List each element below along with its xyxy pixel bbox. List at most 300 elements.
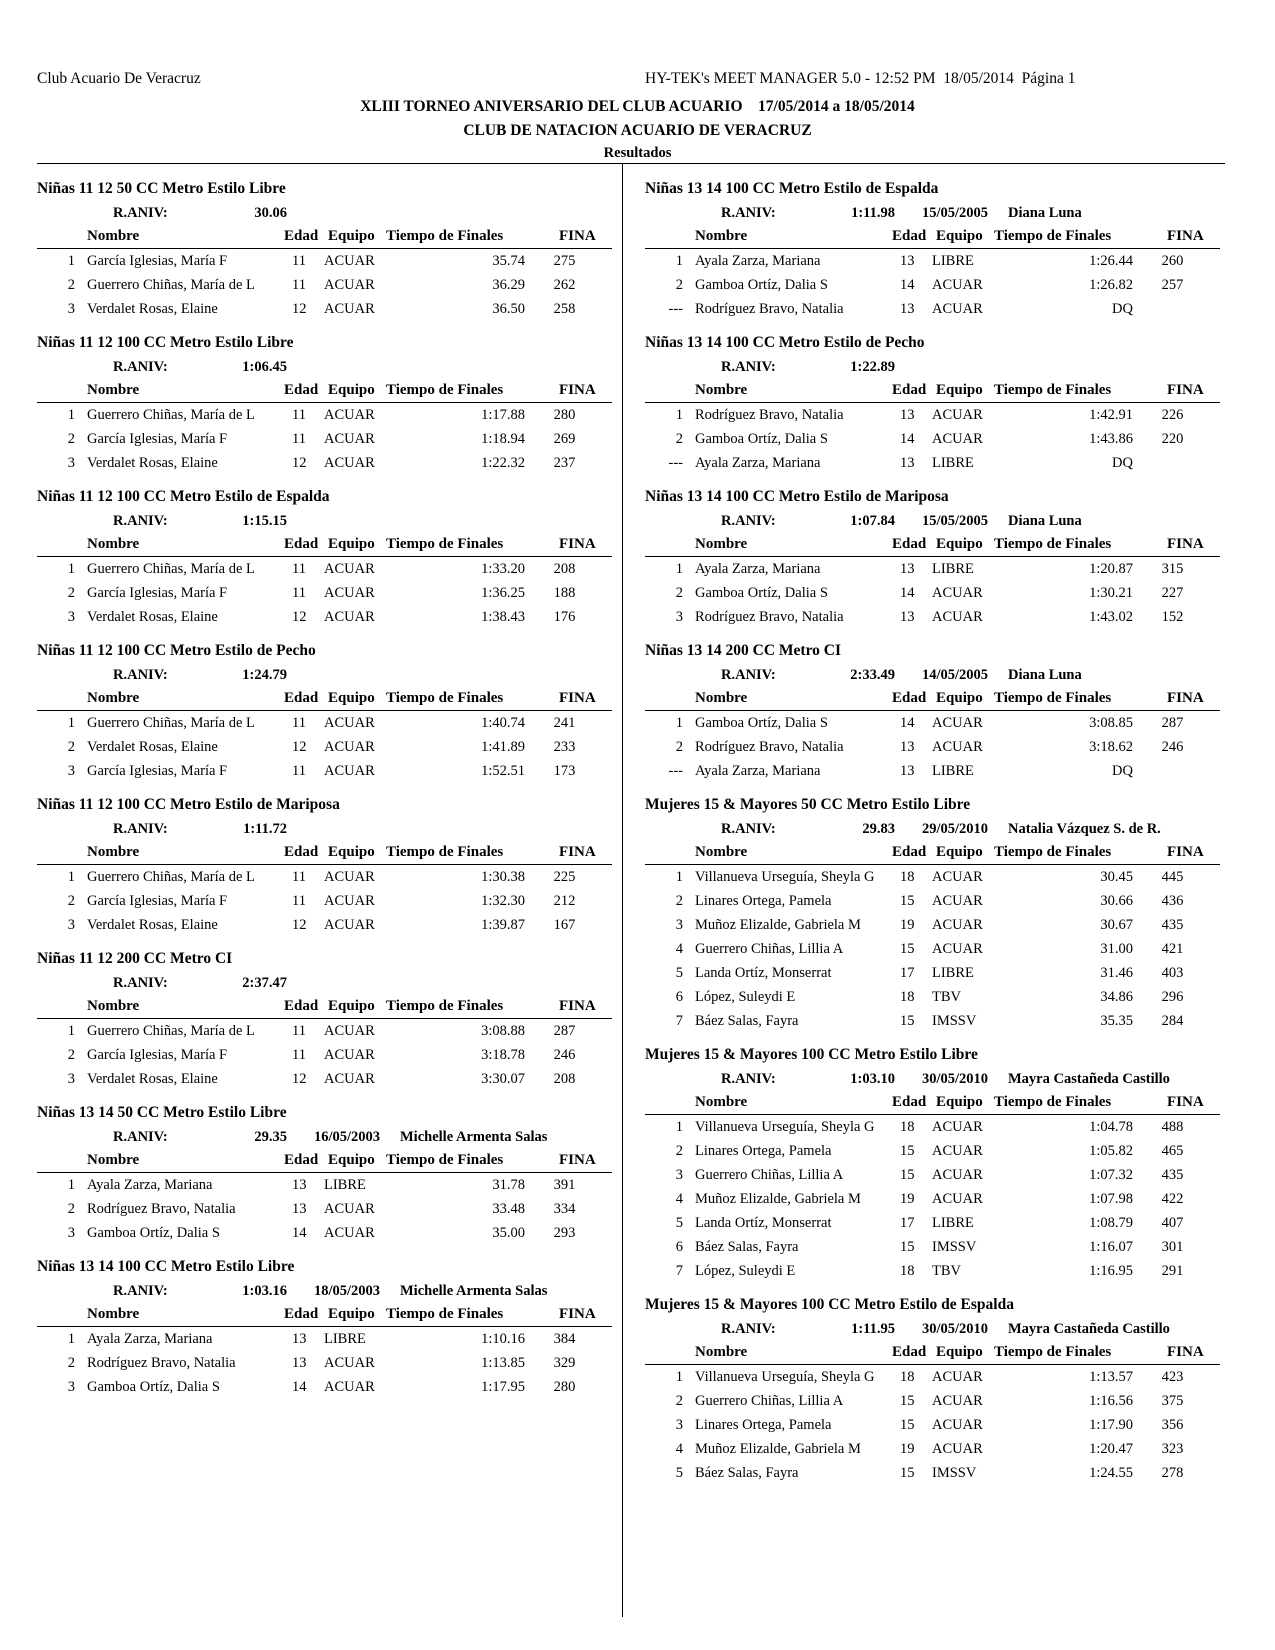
result-row [645, 937, 1220, 961]
event-title: Niñas 13 14 100 CC Metro Estilo de Pecho [645, 334, 925, 351]
header-name: Nombre [87, 228, 140, 244]
record-date: 15/05/2005 [922, 205, 989, 221]
team: ACUAR [324, 1047, 375, 1063]
team: LIBRE [324, 1177, 366, 1193]
team: ACUAR [324, 1379, 375, 1395]
fina-points: 287 [1161, 715, 1184, 731]
event-title: Niñas 13 14 100 CC Metro Estilo de Espalda [645, 180, 939, 197]
header-name: Nombre [695, 844, 748, 860]
swimmer-name: Villanueva Urseguía, Sheyla G [695, 1119, 875, 1135]
header-name: Nombre [695, 690, 748, 706]
swimmer-name: Rodríguez Bravo, Natalia [695, 301, 844, 317]
age: 15 [900, 1143, 915, 1159]
record-line [645, 1067, 1220, 1091]
record-time: 1:24.79 [242, 667, 287, 683]
swimmer-name: Báez Salas, Fayra [695, 1239, 799, 1255]
final-time: 36.29 [492, 277, 525, 293]
place: 3 [67, 301, 75, 317]
record-time: 1:03.16 [242, 1283, 287, 1299]
event-spacer [37, 321, 612, 331]
age: 13 [900, 561, 915, 577]
record-date: 30/05/2010 [922, 1321, 989, 1337]
header-age: Edad [892, 382, 927, 398]
team: ACUAR [932, 277, 983, 293]
result-row [37, 759, 612, 783]
result-row [37, 273, 612, 297]
final-time: 1:26.44 [1089, 253, 1133, 269]
final-time: 1:17.90 [1089, 1417, 1133, 1433]
header-time: Tiempo de Finales [994, 536, 1112, 552]
result-row [37, 1019, 612, 1043]
result-row [37, 427, 612, 451]
header-rule [37, 163, 1225, 164]
age: 11 [292, 893, 306, 909]
place: 1 [67, 561, 75, 577]
place: 3 [675, 1417, 683, 1433]
place: 2 [67, 431, 75, 447]
final-time: DQ [1112, 455, 1133, 471]
team: ACUAR [932, 917, 983, 933]
final-time: 1:20.47 [1089, 1441, 1133, 1457]
column-header [645, 841, 1220, 865]
place: 5 [675, 965, 683, 981]
fina-points: 435 [1161, 1167, 1184, 1183]
header-team: Equipo [328, 998, 375, 1014]
column-header [37, 687, 612, 711]
fina-points: 423 [1161, 1369, 1184, 1385]
final-time: 1:40.74 [481, 715, 525, 731]
age: 11 [292, 1047, 306, 1063]
event-spacer [37, 783, 612, 793]
record-holder: Natalia Vázquez S. de R. [1008, 821, 1161, 837]
swimmer-name: Linares Ortega, Pamela [695, 1417, 832, 1433]
age: 12 [292, 455, 307, 471]
record-time: 1:03.10 [850, 1071, 895, 1087]
header-fina: FINA [559, 536, 596, 552]
event-block [37, 793, 612, 947]
header-time: Tiempo de Finales [386, 382, 504, 398]
header-team: Equipo [936, 1344, 983, 1360]
team: ACUAR [324, 917, 375, 933]
result-row [645, 985, 1220, 1009]
header-team: Equipo [936, 228, 983, 244]
swimmer-name: Ayala Zarza, Mariana [695, 455, 821, 471]
column-header [645, 1091, 1220, 1115]
final-time: 1:13.85 [481, 1355, 525, 1371]
event-title: Mujeres 15 & Mayores 100 CC Metro Estilo de Espalda [645, 1296, 1014, 1313]
age: 18 [900, 1369, 915, 1385]
age: 13 [292, 1201, 307, 1217]
header-fina: FINA [1167, 228, 1204, 244]
result-row [37, 711, 612, 735]
event-spacer [645, 1033, 1220, 1043]
header-fina: FINA [559, 690, 596, 706]
age: 12 [292, 739, 307, 755]
result-row [645, 961, 1220, 985]
record-label: R.ANIV: [721, 205, 776, 221]
header-time: Tiempo de Finales [994, 844, 1112, 860]
header-age: Edad [284, 844, 319, 860]
header-time: Tiempo de Finales [386, 1152, 504, 1168]
place: 1 [67, 407, 75, 423]
place: 1 [675, 715, 683, 731]
swimmer-name: Linares Ortega, Pamela [695, 1143, 832, 1159]
final-time: 1:30.38 [481, 869, 525, 885]
swimmer-name: Verdalet Rosas, Elaine [87, 739, 218, 755]
age: 18 [900, 1263, 915, 1279]
team: ACUAR [932, 1369, 983, 1385]
record-line [645, 355, 1220, 379]
fina-points: 241 [553, 715, 576, 731]
fina-points: 291 [1161, 1263, 1184, 1279]
age: 12 [292, 1071, 307, 1087]
age: 14 [292, 1225, 307, 1241]
header-name: Nombre [695, 382, 748, 398]
header-age: Edad [892, 844, 927, 860]
record-holder: Diana Luna [1008, 513, 1082, 529]
fina-points: 280 [553, 407, 576, 423]
result-row [37, 889, 612, 913]
age: 11 [292, 715, 306, 731]
header-team: Equipo [936, 536, 983, 552]
fina-points: 436 [1161, 893, 1184, 909]
column-header [37, 533, 612, 557]
event-title: Niñas 11 12 100 CC Metro Estilo Libre [37, 334, 294, 351]
fina-points: 208 [553, 1071, 576, 1087]
final-time: 1:07.98 [1089, 1191, 1133, 1207]
result-row [645, 1365, 1220, 1389]
result-row [645, 1115, 1220, 1139]
final-time: 1:33.20 [481, 561, 525, 577]
age: 15 [900, 1417, 915, 1433]
final-time: 1:26.82 [1089, 277, 1133, 293]
place: 2 [675, 1143, 683, 1159]
age: 18 [900, 1119, 915, 1135]
swimmer-name: Rodríguez Bravo, Natalia [87, 1355, 236, 1371]
record-holder: Michelle Armenta Salas [400, 1129, 548, 1145]
final-time: 1:04.78 [1089, 1119, 1133, 1135]
event-block [645, 793, 1220, 1043]
final-time: 35.74 [492, 253, 525, 269]
header-team: Equipo [936, 1094, 983, 1110]
column-header [37, 379, 612, 403]
header-fina: FINA [559, 1306, 596, 1322]
swimmer-name: Rodríguez Bravo, Natalia [695, 407, 844, 423]
record-date: 14/05/2005 [922, 667, 989, 683]
team: ACUAR [932, 609, 983, 625]
place: 6 [675, 1239, 683, 1255]
header-name: Nombre [87, 1152, 140, 1168]
swimmer-name: Guerrero Chiñas, María de L [87, 1023, 255, 1039]
header-team: Equipo [328, 228, 375, 244]
header-fina: FINA [559, 382, 596, 398]
record-label: R.ANIV: [113, 1129, 168, 1145]
place: 5 [675, 1215, 683, 1231]
record-line [645, 817, 1220, 841]
age: 14 [900, 277, 915, 293]
column-header [645, 687, 1220, 711]
team: TBV [932, 1263, 961, 1279]
record-time: 1:22.89 [850, 359, 895, 375]
final-time: 1:16.56 [1089, 1393, 1133, 1409]
swimmer-name: Guerrero Chiñas, Lillia A [695, 941, 844, 957]
final-time: 3:18.62 [1089, 739, 1133, 755]
place: 2 [67, 739, 75, 755]
event-block [37, 639, 612, 793]
swimmer-name: Guerrero Chiñas, María de L [87, 715, 255, 731]
record-time: 29.83 [862, 821, 895, 837]
age: 19 [900, 917, 915, 933]
result-row [37, 1351, 612, 1375]
fina-points: 208 [553, 561, 576, 577]
fina-points: 226 [1161, 407, 1184, 423]
column-header [37, 225, 612, 249]
swimmer-name: Gamboa Ortíz, Dalia S [87, 1225, 220, 1241]
team: ACUAR [932, 893, 983, 909]
age: 11 [292, 253, 306, 269]
event-block [645, 331, 1220, 485]
result-row [37, 1043, 612, 1067]
result-row [645, 1389, 1220, 1413]
record-holder: Diana Luna [1008, 667, 1082, 683]
column-header [645, 379, 1220, 403]
swimmer-name: Gamboa Ortíz, Dalia S [695, 277, 828, 293]
place: 2 [67, 1047, 75, 1063]
header-name: Nombre [87, 382, 140, 398]
team: ACUAR [324, 431, 375, 447]
final-time: 33.48 [492, 1201, 525, 1217]
header-name: Nombre [87, 1306, 140, 1322]
swimmer-name: Villanueva Urseguía, Sheyla G [695, 869, 875, 885]
team: ACUAR [324, 763, 375, 779]
record-label: R.ANIV: [113, 1283, 168, 1299]
fina-points: 334 [553, 1201, 576, 1217]
final-time: 1:18.94 [481, 431, 525, 447]
swimmer-name: García Iglesias, María F [87, 893, 228, 909]
result-row [645, 273, 1220, 297]
team: IMSSV [932, 1239, 977, 1255]
swimmer-name: Gamboa Ortíz, Dalia S [695, 431, 828, 447]
final-time: 30.45 [1100, 869, 1133, 885]
age: 15 [900, 1013, 915, 1029]
place: 3 [67, 1225, 75, 1241]
event-block [37, 947, 612, 1101]
event-block [37, 177, 612, 331]
result-row [37, 249, 612, 273]
header-name: Nombre [695, 536, 748, 552]
place: 2 [675, 277, 683, 293]
place: 1 [67, 253, 75, 269]
swimmer-name: Ayala Zarza, Mariana [695, 561, 821, 577]
final-time: 1:22.32 [481, 455, 525, 471]
age: 13 [292, 1177, 307, 1193]
age: 11 [292, 1023, 306, 1039]
meet-subtitle: CLUB DE NATACION ACUARIO DE VERACRUZ [463, 122, 812, 139]
fina-points: 278 [1161, 1465, 1184, 1481]
swimmer-name: Báez Salas, Fayra [695, 1013, 799, 1029]
record-line [37, 1279, 612, 1303]
final-time: 1:13.57 [1089, 1369, 1133, 1385]
result-row [37, 913, 612, 937]
swimmer-name: Verdalet Rosas, Elaine [87, 1071, 218, 1087]
age: 17 [900, 1215, 915, 1231]
place: 3 [67, 1379, 75, 1395]
result-row [37, 557, 612, 581]
record-line [37, 201, 612, 225]
record-label: R.ANIV: [113, 975, 168, 991]
age: 15 [900, 1239, 915, 1255]
final-time: 1:07.32 [1089, 1167, 1133, 1183]
header-time: Tiempo de Finales [994, 1344, 1112, 1360]
header-age: Edad [892, 536, 927, 552]
event-block [645, 1293, 1220, 1495]
event-title: Niñas 11 12 50 CC Metro Estilo Libre [37, 180, 286, 197]
final-time: 35.00 [492, 1225, 525, 1241]
header-fina: FINA [559, 998, 596, 1014]
swimmer-name: Guerrero Chiñas, Lillia A [695, 1167, 844, 1183]
record-line [37, 663, 612, 687]
swimmer-name: Gamboa Ortíz, Dalia S [87, 1379, 220, 1395]
fina-points: 257 [1161, 277, 1184, 293]
team: ACUAR [932, 1167, 983, 1183]
team: LIBRE [932, 455, 974, 471]
fina-points: 384 [553, 1331, 576, 1347]
header-age: Edad [284, 1152, 319, 1168]
age: 11 [292, 869, 306, 885]
header-fina: FINA [559, 228, 596, 244]
header-time: Tiempo de Finales [386, 228, 504, 244]
place: 3 [67, 609, 75, 625]
fina-points: 407 [1161, 1215, 1184, 1231]
fina-points: 375 [1161, 1393, 1184, 1409]
team: LIBRE [932, 561, 974, 577]
header-fina: FINA [1167, 1094, 1204, 1110]
team: ACUAR [324, 585, 375, 601]
header-team: Equipo [328, 382, 375, 398]
header-fina: FINA [559, 1152, 596, 1168]
result-row [645, 759, 1220, 783]
record-line [645, 663, 1220, 687]
record-label: R.ANIV: [721, 1071, 776, 1087]
result-row [645, 1139, 1220, 1163]
event-title: Niñas 13 14 200 CC Metro CI [645, 642, 842, 659]
header-name: Nombre [87, 844, 140, 860]
place: 4 [675, 1191, 683, 1207]
record-time: 2:33.49 [850, 667, 895, 683]
fina-points: 212 [553, 893, 576, 909]
record-time: 1:06.45 [242, 359, 287, 375]
team: LIBRE [932, 1215, 974, 1231]
fina-points: 296 [1161, 989, 1184, 1005]
age: 14 [292, 1379, 307, 1395]
record-label: R.ANIV: [113, 667, 168, 683]
fina-points: 323 [1161, 1441, 1184, 1457]
result-row [645, 1259, 1220, 1283]
age: 15 [900, 1393, 915, 1409]
team: ACUAR [324, 1201, 375, 1217]
final-time: 30.67 [1100, 917, 1133, 933]
fina-points: 152 [1161, 609, 1184, 625]
team: ACUAR [324, 253, 375, 269]
record-holder: Mayra Castañeda Castillo [1008, 1321, 1170, 1337]
header-fina: FINA [1167, 1344, 1204, 1360]
result-row [37, 1197, 612, 1221]
record-line [645, 509, 1220, 533]
header-time: Tiempo de Finales [386, 536, 504, 552]
record-time: 30.06 [254, 205, 287, 221]
header-fina: FINA [1167, 844, 1204, 860]
result-row [37, 403, 612, 427]
result-row [645, 581, 1220, 605]
swimmer-name: García Iglesias, María F [87, 763, 228, 779]
swimmer-name: Guerrero Chiñas, María de L [87, 277, 255, 293]
place: 7 [675, 1263, 683, 1279]
final-time: 31.00 [1100, 941, 1133, 957]
team: IMSSV [932, 1013, 977, 1029]
final-time: 1:38.43 [481, 609, 525, 625]
column-header [37, 1303, 612, 1327]
final-time: 35.35 [1100, 1013, 1133, 1029]
header-age: Edad [892, 1344, 927, 1360]
fina-points: 275 [553, 253, 576, 269]
age: 11 [292, 277, 306, 293]
event-block [37, 1101, 612, 1255]
final-time: 1:17.95 [481, 1379, 525, 1395]
fina-points: 220 [1161, 431, 1184, 447]
result-row [645, 889, 1220, 913]
final-time: 1:20.87 [1089, 561, 1133, 577]
record-label: R.ANIV: [113, 359, 168, 375]
place: 3 [67, 1071, 75, 1087]
team: ACUAR [324, 561, 375, 577]
age: 13 [900, 455, 915, 471]
swimmer-name: Muñoz Elizalde, Gabriela M [695, 1441, 861, 1457]
record-holder: Michelle Armenta Salas [400, 1283, 548, 1299]
age: 15 [900, 941, 915, 957]
record-time: 1:11.72 [243, 821, 287, 837]
team: ACUAR [324, 277, 375, 293]
fina-points: 435 [1161, 917, 1184, 933]
result-row [645, 605, 1220, 629]
header-fina: FINA [1167, 536, 1204, 552]
swimmer-name: Verdalet Rosas, Elaine [87, 917, 218, 933]
column-header [645, 1341, 1220, 1365]
header-fina: FINA [1167, 382, 1204, 398]
record-label: R.ANIV: [721, 513, 776, 529]
fina-points: 262 [553, 277, 576, 293]
final-time: DQ [1112, 763, 1133, 779]
club-name: Club Acuario De Veracruz [37, 70, 201, 87]
age: 13 [900, 301, 915, 317]
result-row [645, 1187, 1220, 1211]
team: ACUAR [324, 407, 375, 423]
place: 2 [675, 585, 683, 601]
record-line [645, 201, 1220, 225]
fina-points: 421 [1161, 941, 1184, 957]
place: 1 [67, 1331, 75, 1347]
team: ACUAR [324, 869, 375, 885]
swimmer-name: Guerrero Chiñas, María de L [87, 869, 255, 885]
event-title: Niñas 13 14 100 CC Metro Estilo de Mariposa [645, 488, 949, 505]
event-block [37, 331, 612, 485]
place: --- [668, 455, 683, 471]
record-label: R.ANIV: [721, 821, 776, 837]
event-title: Niñas 13 14 50 CC Metro Estilo Libre [37, 1104, 287, 1121]
header-time: Tiempo de Finales [386, 690, 504, 706]
swimmer-name: García Iglesias, María F [87, 431, 228, 447]
place: 3 [675, 917, 683, 933]
age: 17 [900, 965, 915, 981]
